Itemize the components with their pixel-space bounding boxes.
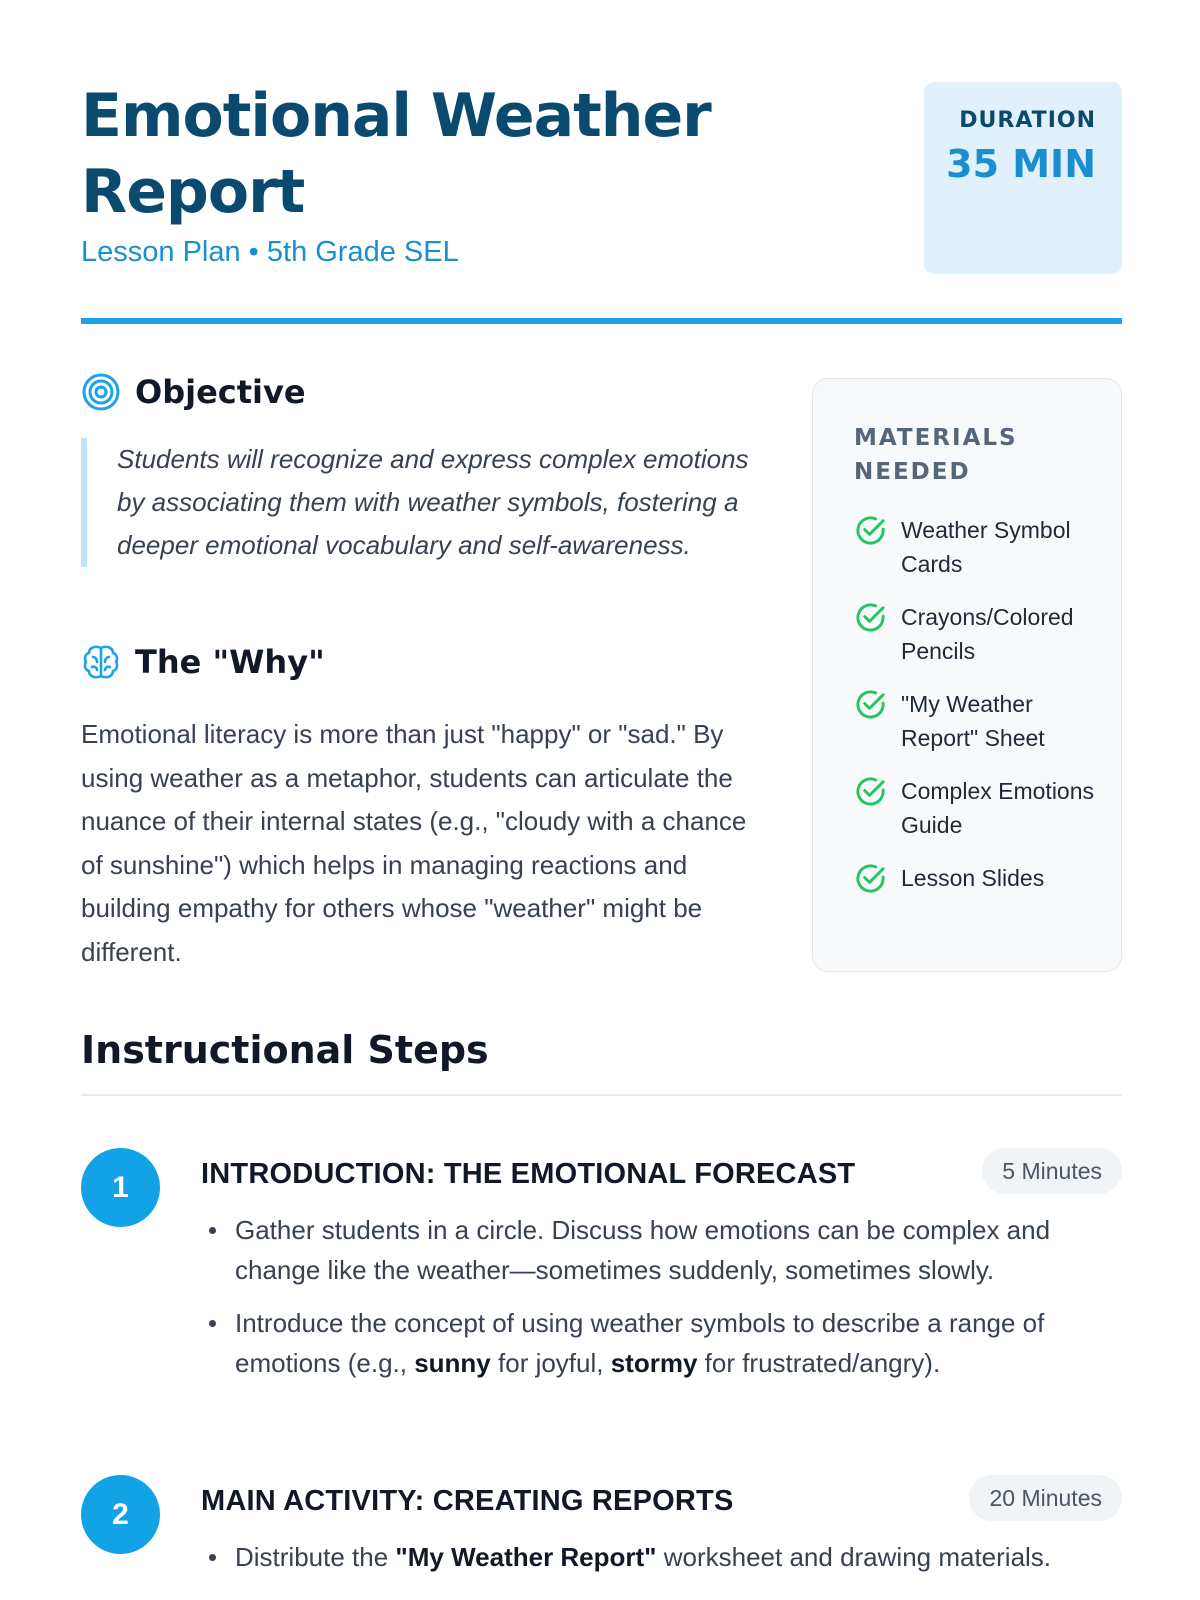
check-circle-icon <box>854 601 887 634</box>
step-bullets <box>201 1210 1101 1396</box>
objective-text: Students will recognize and express complex emotions by associating them with weather symbols, fostering a deeper emotional vocabulary and self-awareness. <box>81 438 761 567</box>
objective-header <box>81 372 306 412</box>
materials-heading: MATERIALS NEEDED <box>854 425 1018 485</box>
duration-value: 35 MIN <box>946 142 1096 186</box>
material-item <box>854 513 1095 581</box>
step-bullets <box>201 1537 1101 1590</box>
page-subtitle: Lesson Plan • 5th Grade SEL <box>81 236 459 268</box>
step-number: 2 <box>81 1475 160 1554</box>
material-label: Complex Emotions Guide <box>901 778 1095 838</box>
bullet-emphasis: "My Weather Report" <box>395 1542 657 1572</box>
duration-label: DURATION <box>959 108 1096 133</box>
materials-list <box>854 513 1095 895</box>
why-text: Emotional literacy is more than just "happy" or "sad." By using weather as a metaphor, students can articulate the nuance of their internal states (e.g., "cloudy with a chance of sunshine") which helps in managing reactions and building empathy for others whose "weather" might be different. <box>81 719 747 967</box>
material-item <box>854 861 1095 895</box>
step-number: 1 <box>81 1148 160 1227</box>
target-icon <box>81 372 121 412</box>
step-title: INTRODUCTION: THE EMOTIONAL FORECAST <box>201 1158 856 1190</box>
duration-badge <box>924 82 1122 274</box>
material-item <box>854 687 1095 755</box>
materials-panel <box>812 378 1122 972</box>
check-circle-icon <box>854 688 887 721</box>
check-circle-icon <box>854 775 887 808</box>
bullet-text: for frustrated/angry). <box>697 1348 941 1378</box>
why-header <box>81 642 325 682</box>
bullet-text: Introduce the concept of using weather symbols to describe a range of emotions (e.g., <box>235 1308 1045 1378</box>
step-duration-badge: 5 Minutes <box>982 1148 1122 1194</box>
step-bullet <box>201 1303 1101 1383</box>
check-circle-icon <box>854 514 887 547</box>
check-circle-icon <box>854 862 887 895</box>
bullet-text: worksheet and drawing materials. <box>656 1542 1052 1572</box>
step-bullet <box>201 1537 1101 1577</box>
step-duration-badge: 20 Minutes <box>969 1475 1122 1521</box>
page-title: Emotional Weather Report <box>81 81 711 227</box>
brain-icon <box>81 642 121 682</box>
material-label: "My Weather Report" Sheet <box>901 691 1045 751</box>
header-divider <box>81 318 1122 324</box>
step-title: MAIN ACTIVITY: CREATING REPORTS <box>201 1485 734 1517</box>
steps-divider <box>81 1094 1122 1096</box>
material-label: Weather Symbol Cards <box>901 517 1071 577</box>
steps-heading: Instructional Steps <box>81 1028 489 1072</box>
bullet-emphasis: stormy <box>610 1348 698 1378</box>
material-item <box>854 600 1095 668</box>
step-bullet <box>201 1210 1101 1290</box>
material-label: Crayons/Colored Pencils <box>901 604 1074 664</box>
bullet-text: Gather students in a circle. Discuss how emotions can be complex and change like the weather—sometimes suddenly, sometimes slowly. <box>235 1215 1051 1285</box>
objective-heading: Objective <box>135 373 306 411</box>
bullet-emphasis: sunny <box>414 1348 491 1378</box>
bullet-text: for joyful, <box>490 1348 611 1378</box>
material-item <box>854 774 1095 842</box>
why-heading: The "Why" <box>135 643 325 681</box>
bullet-text: Distribute the <box>235 1542 396 1572</box>
material-label: Lesson Slides <box>901 865 1045 891</box>
